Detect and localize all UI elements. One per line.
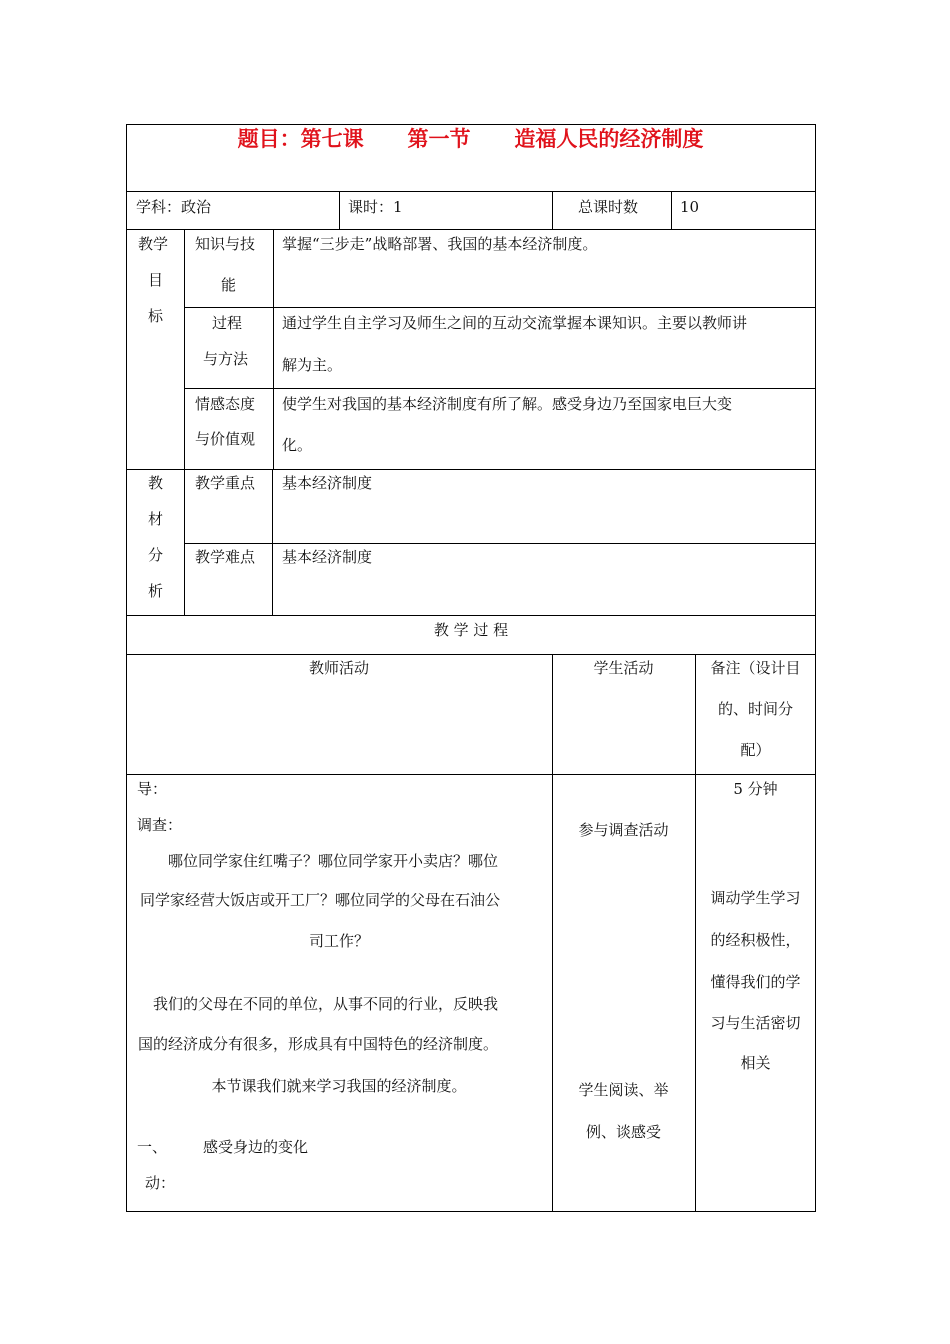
section-title: 感受身边的变化	[203, 1138, 309, 1156]
section-number: 一、	[137, 1138, 168, 1156]
analysis-label-4: 析	[148, 582, 164, 600]
rule-below-objectives	[126, 469, 816, 470]
process-method-label-2: 与方法	[203, 350, 249, 368]
rule-below-title	[126, 191, 816, 192]
knowledge-label-1: 知识与技	[195, 235, 256, 253]
teacher-line-p1: 我们的父母在不同的单位，从事不同的行业，反映我	[153, 995, 499, 1013]
objectives-label-2: 目	[148, 271, 164, 289]
vrule-label-col	[184, 229, 185, 615]
teacher-line-survey: 调查：	[137, 816, 183, 834]
student-line-2: 学生阅读、举	[578, 1081, 669, 1099]
rule-below-info	[126, 229, 816, 230]
emotion-label-2: 与价值观	[195, 430, 256, 448]
vrule-info-2	[552, 191, 553, 229]
student-line-3: 例、谈感受	[585, 1123, 661, 1141]
teacher-line-q3: 司工作？	[308, 932, 369, 950]
analysis-label-3: 分	[148, 546, 164, 564]
notes-line-2: 的经积极性，	[710, 931, 801, 949]
emotion-text-1: 使学生对我国的基本经济制度有所了解。感受身边乃至国家电巨大变	[282, 395, 733, 413]
rule-below-key-point	[184, 543, 816, 544]
teacher-line-p3: 本节课我们就来学习我国的经济制度。	[211, 1077, 467, 1095]
difficult-point-label: 教学难点	[195, 548, 256, 566]
process-header: 教 学 过 程	[433, 621, 509, 639]
teacher-line-activity: 动：	[145, 1174, 176, 1192]
knowledge-text: 掌握“三步走”战略部署、我国的基本经济制度。	[282, 235, 598, 253]
teacher-line-p2: 国的经济成分有很多，形成具有中国特色的经济制度。	[138, 1035, 499, 1053]
process-method-label-1: 过程	[212, 314, 243, 332]
notes-line-4: 习与生活密切	[710, 1014, 801, 1032]
student-activity-header: 学生活动	[593, 659, 654, 677]
vrule-info-3	[671, 191, 672, 229]
notes-line-5: 相关	[740, 1054, 771, 1072]
subject-cell: 学科：政治	[136, 198, 212, 216]
notes-line-1: 调动学生学习	[710, 889, 801, 907]
notes-line-3: 懂得我们的学	[710, 973, 801, 991]
analysis-label-1: 教	[148, 474, 164, 492]
vrule-info-1	[339, 191, 340, 229]
key-point-text: 基本经济制度	[282, 474, 373, 492]
emotion-label-1: 情感态度	[195, 395, 256, 413]
vrule-objectives-sub	[273, 229, 274, 469]
key-point-label: 教学重点	[195, 474, 256, 492]
emotion-text-2: 化。	[282, 436, 313, 454]
process-method-text-1: 通过学生自主学习及师生之间的互动交流掌握本课知识。主要以教师讲	[282, 314, 748, 332]
difficult-point-text: 基本经济制度	[282, 548, 373, 566]
rule-below-process	[184, 388, 816, 389]
notes-header-1: 备注（设计目	[710, 659, 801, 677]
objectives-label-3: 标	[148, 307, 164, 325]
notes-header-2: 的、时间分	[717, 700, 793, 718]
rule-below-column-headers	[126, 774, 816, 775]
teacher-activity-header: 教师活动	[308, 659, 369, 677]
rule-below-analysis	[126, 615, 816, 616]
teacher-line-q1: 哪位同学家住红嘴子？哪位同学家开小卖店？哪位	[168, 852, 499, 870]
process-method-text-2: 解为主。	[282, 356, 343, 374]
objectives-label-1: 教学	[138, 235, 169, 253]
total-periods-label: 总课时数	[578, 198, 639, 216]
periods-cell: 课时：1	[348, 198, 403, 216]
student-line-1: 参与调查活动	[578, 821, 669, 839]
rule-below-process-header	[126, 654, 816, 655]
page-title: 题目：第七课 第一节 造福人民的经济制度	[237, 126, 704, 151]
notes-time: 5 分钟	[733, 780, 778, 798]
analysis-label-2: 材	[148, 510, 164, 528]
rule-below-knowledge	[184, 307, 816, 308]
knowledge-label-2: 能	[221, 276, 237, 294]
teacher-line-q2: 同学家经营大饭店或开工厂？哪位同学的父母在石油公	[140, 891, 501, 909]
teacher-line-intro: 导：	[137, 780, 168, 798]
vrule-analysis-sub	[272, 469, 273, 615]
total-periods-value: 10	[680, 198, 700, 216]
notes-header-3: 配）	[740, 741, 771, 759]
